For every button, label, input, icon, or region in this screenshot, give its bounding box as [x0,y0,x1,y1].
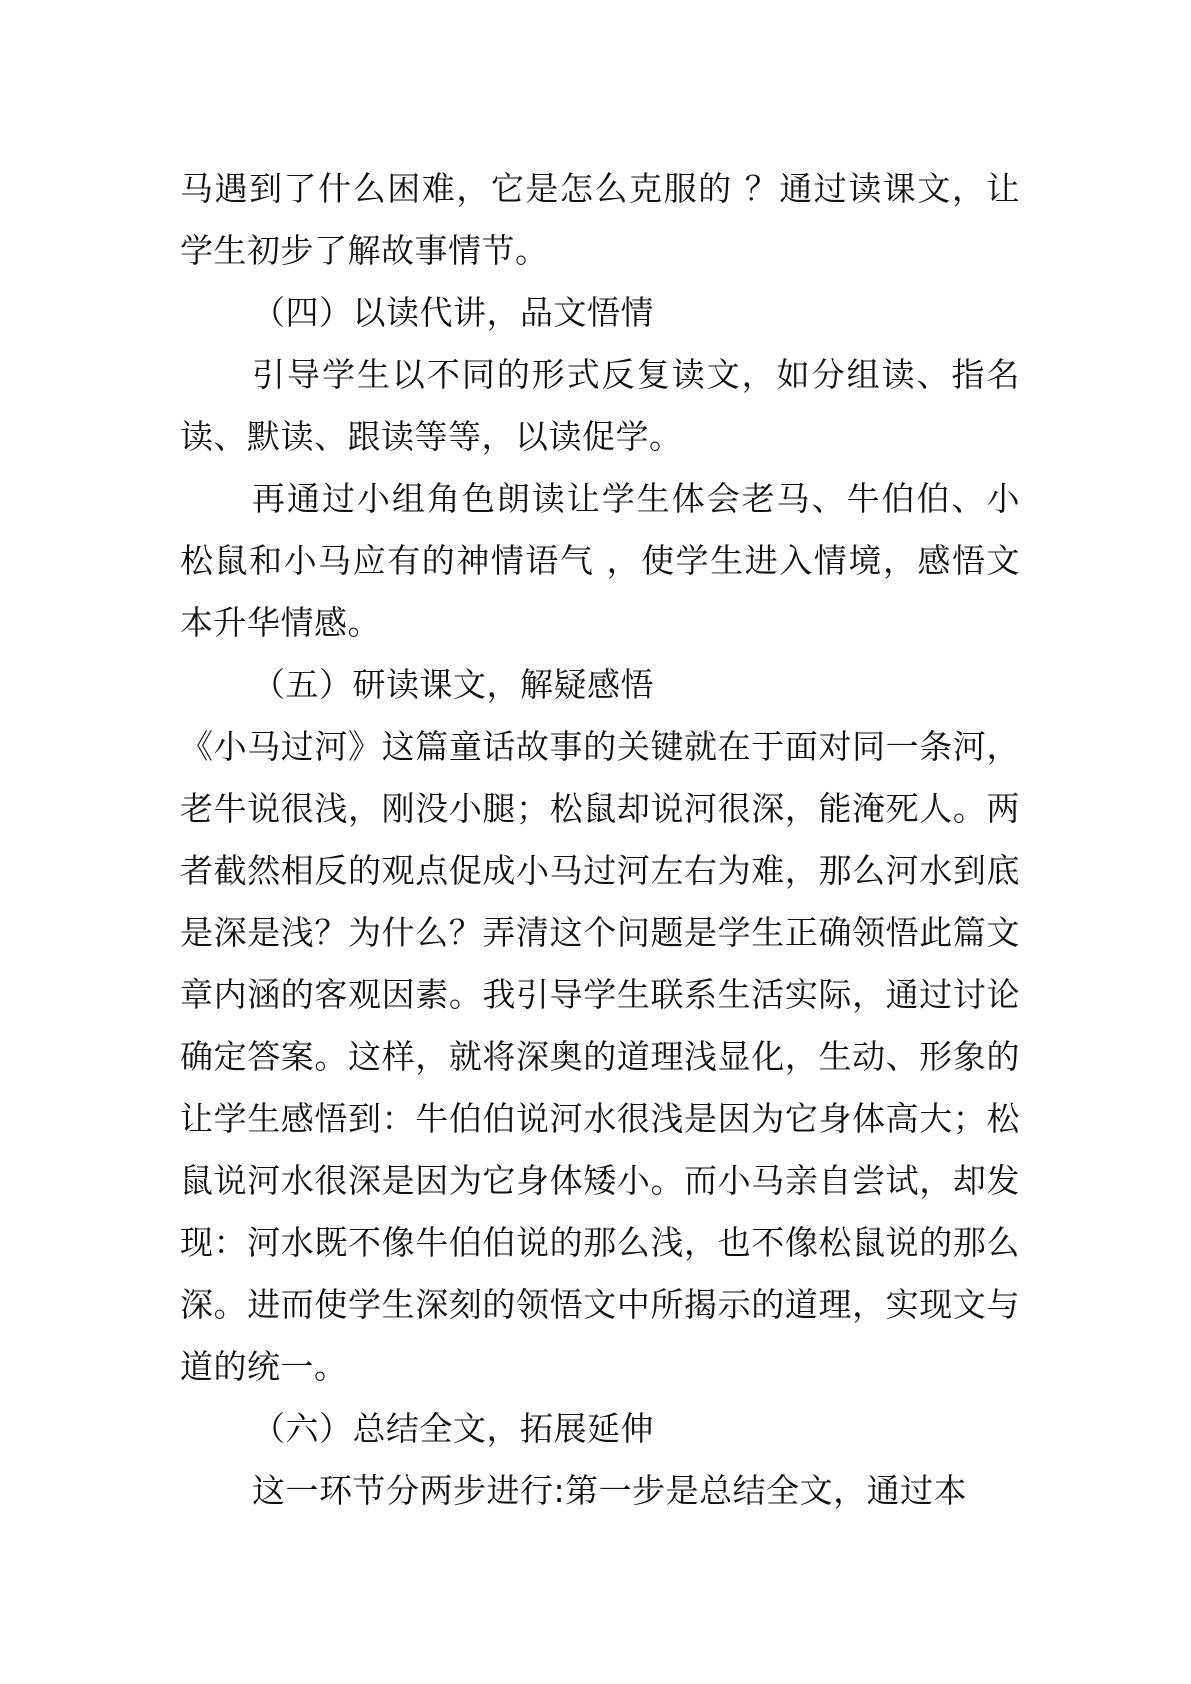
paragraph-continuation: 马遇到了什么困难，它是怎么克服的 ？通过读课文，让学生初步了解故事情节。 [180,169,1020,270]
paragraph-study-text: 《小马过河》这篇童话故事的关键就在于面对同一条河，老牛说很浅，刚没小腿；松鼠却说河很深，能淹死人。两者截然相反的观点促成小马过河左右为难，那么河水到底是深是浅？为什么？弄清这个问题是学生正确领悟此篇文章内涵的客观因素。我引导学生联系生活实际，通过讨论确定答案。这样，就将深奥的道理浅显化，生动、形象的让学生感悟到：牛伯伯说河水很浅是因为它身体高大；松鼠说河水很深是因为它身体矮小。而小马亲自尝试，却发现：河水既不像牛伯伯说的那么浅，也不像松鼠说的那么深。进而使学生深刻的领悟文中所揭示的道理，实现文与道的统一。 [180,727,1020,1386]
paragraph-summary: 这一环节分两步进行:第一步是总结全文，通过本 [252,1471,968,1510]
paragraph-role-reading: 再通过小组角色朗读让学生体会老马、牛伯伯、小松鼠和小马应有的神情语气 ，使学生进入情境，感悟文本升华情感。 [180,479,1020,642]
paragraph-reading-forms: 引导学生以不同的形式反复读文，如分组读、指名读、默读、跟读等等，以读促学。 [180,355,1020,456]
document-body [180,158,1020,1522]
section-heading-6: （六）总结全文，拓展延伸 [252,1409,654,1448]
section-heading-4: （四）以读代讲，品文悟情 [252,293,654,332]
section-heading-5: （五）研读课文，解疑感悟 [252,665,654,704]
